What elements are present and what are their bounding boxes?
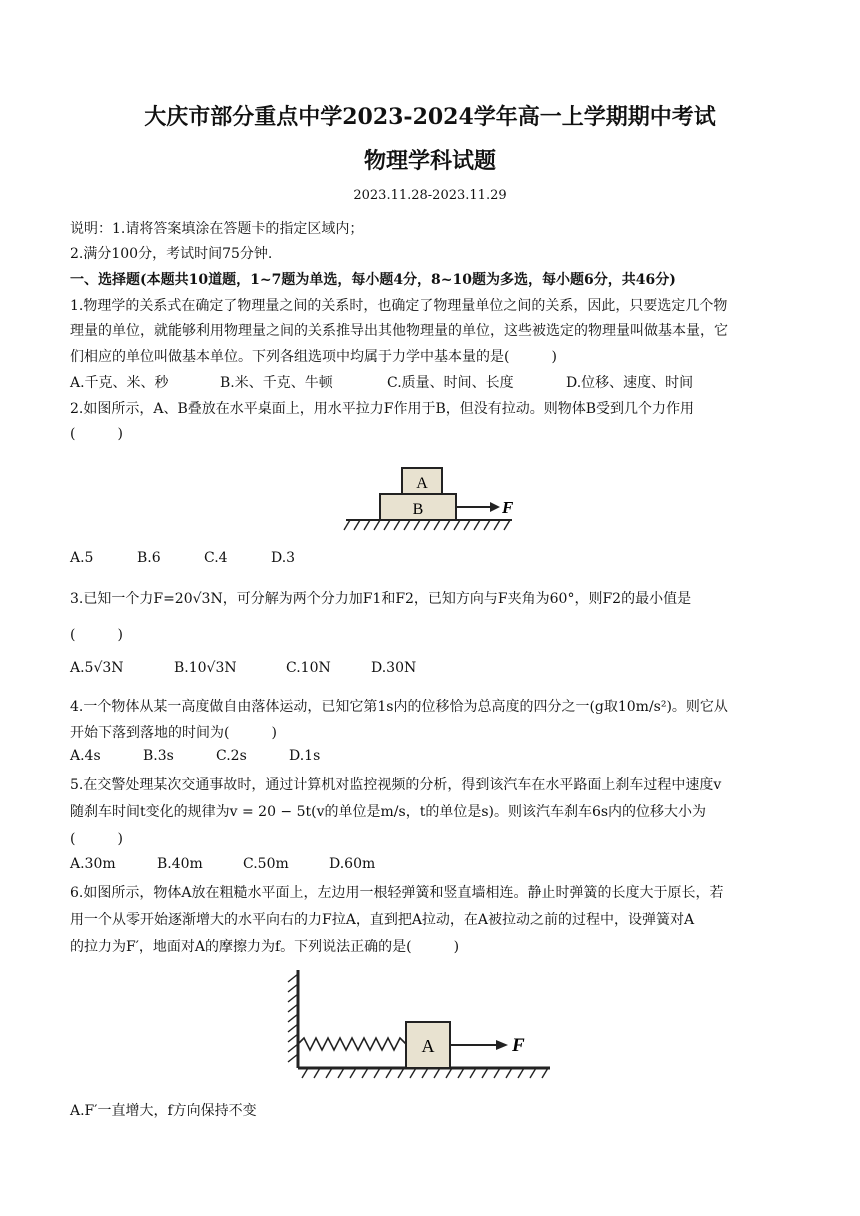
force-arrow-head: [490, 502, 500, 512]
force-label: F: [512, 1035, 525, 1056]
q2-option-b: B.6: [137, 550, 161, 566]
spring: [298, 1038, 406, 1050]
force-arrow-head: [496, 1040, 508, 1050]
q3-option-a: A.5√3N: [70, 660, 124, 676]
q2-line-1: 2.如图所示，A、B叠放在水平桌面上，用水平拉力F作用于B，但没有拉动。则物体B受到几个力作用: [70, 401, 695, 417]
exam-subtitle: 物理学科试题: [363, 148, 496, 174]
q2-figure-blocks: [340, 462, 520, 536]
q2-option-a: A.5: [70, 550, 94, 566]
q6-line-1: 6.如图所示，物体A放在粗糙水平面上，左边用一根轻弹簧和竖直墙相连。静止时弹簧的长度大于原长，若: [70, 885, 724, 901]
q5-option-a: A.30m: [70, 856, 116, 872]
q1-option-c: C.质量、时间、长度: [387, 375, 514, 391]
q4-line-1: 4.一个物体从某一高度做自由落体运动，已知它第1s内的位移恰为总高度的四分之一(g取10m/s²)。则它从: [70, 699, 728, 715]
q3-paren: ( ): [70, 627, 123, 643]
q3-option-c: C.10N: [286, 660, 331, 676]
section-heading: 一、选择题(本题共10道题，1~7题为单选，每小题4分，8~10题为多选，每小题6分，共46分): [70, 272, 676, 288]
q4-line-2: 开始下落到落地的时间为( ): [70, 725, 277, 741]
q5-option-c: C.50m: [243, 856, 289, 872]
q6-line-2: 用一个从零开始逐渐增大的水平向右的力F拉A，直到把A拉动，在A被拉动之前的过程中，设弹簧对A: [70, 912, 695, 928]
force-label: F: [502, 498, 514, 517]
q5-line-2: 随刹车时间t变化的规律为v = 20 − 5t(v的单位是m/s，t的单位是s)。则该汽车刹车6s内的位移大小为: [70, 804, 707, 820]
exam-title: 大庆市部分重点中学2023-2024学年高一上学期期中考试: [144, 104, 716, 130]
q1-line-2: 理量的单位，就能够利用物理量之间的关系推导出其他物理量的单位，这些被选定的物理量叫做基本量，它: [70, 323, 728, 339]
block-a-label: A: [416, 475, 428, 492]
q4-option-b: B.3s: [143, 748, 174, 764]
q5-option-d: D.60m: [329, 856, 376, 872]
q1-option-d: D.位移、速度、时间: [566, 375, 694, 391]
q2-line-2: ( ): [70, 426, 123, 442]
q3-option-d: D.30N: [371, 660, 417, 676]
q1-line-3: 们相应的单位叫做基本单位。下列各组选项中均属于力学中基本量的是( ): [70, 349, 557, 365]
q6-option-a: A.F′一直增大，f方向保持不变: [70, 1103, 257, 1119]
q3-line-1: 3.已知一个力F=20√3N，可分解为两个分力加F1和F2，已知方向与F夹角为60°，则F2的最小值是: [70, 591, 692, 607]
q6-figure-spring: [284, 966, 556, 1080]
note-2: 2.满分100分，考试时间75分钟.: [70, 246, 273, 262]
note-1: 说明：1.请将答案填涂在答题卡的指定区域内；: [70, 221, 364, 237]
block-a-label: A: [421, 1036, 435, 1056]
q1-option-b: B.米、千克、牛顿: [220, 375, 333, 391]
exam-date: 2023.11.28-2023.11.29: [353, 188, 507, 203]
q6-line-3: 的拉力为F′，地面对A的摩擦力为f。下列说法正确的是( ): [70, 939, 460, 955]
q5-line-3: ( ): [70, 831, 123, 847]
q1-line-1: 1.物理学的关系式在确定了物理量之间的关系时，也确定了物理量单位之间的关系，因此，只要选定几个物: [70, 298, 728, 314]
q5-line-1: 5.在交警处理某次交通事故时，通过计算机对监控视频的分析，得到该汽车在水平路面上刹车过程中速度v: [70, 777, 722, 793]
q4-option-a: A.4s: [70, 748, 101, 764]
q5-option-b: B.40m: [157, 856, 203, 872]
q4-option-c: C.2s: [216, 748, 247, 764]
block-b-label: B: [412, 501, 424, 518]
q1-option-a: A.千克、米、秒: [70, 375, 169, 391]
q4-option-d: D.1s: [289, 748, 321, 764]
q2-option-d: D.3: [271, 550, 296, 566]
q2-option-c: C.4: [204, 550, 228, 566]
q3-option-b: B.10√3N: [174, 660, 237, 676]
